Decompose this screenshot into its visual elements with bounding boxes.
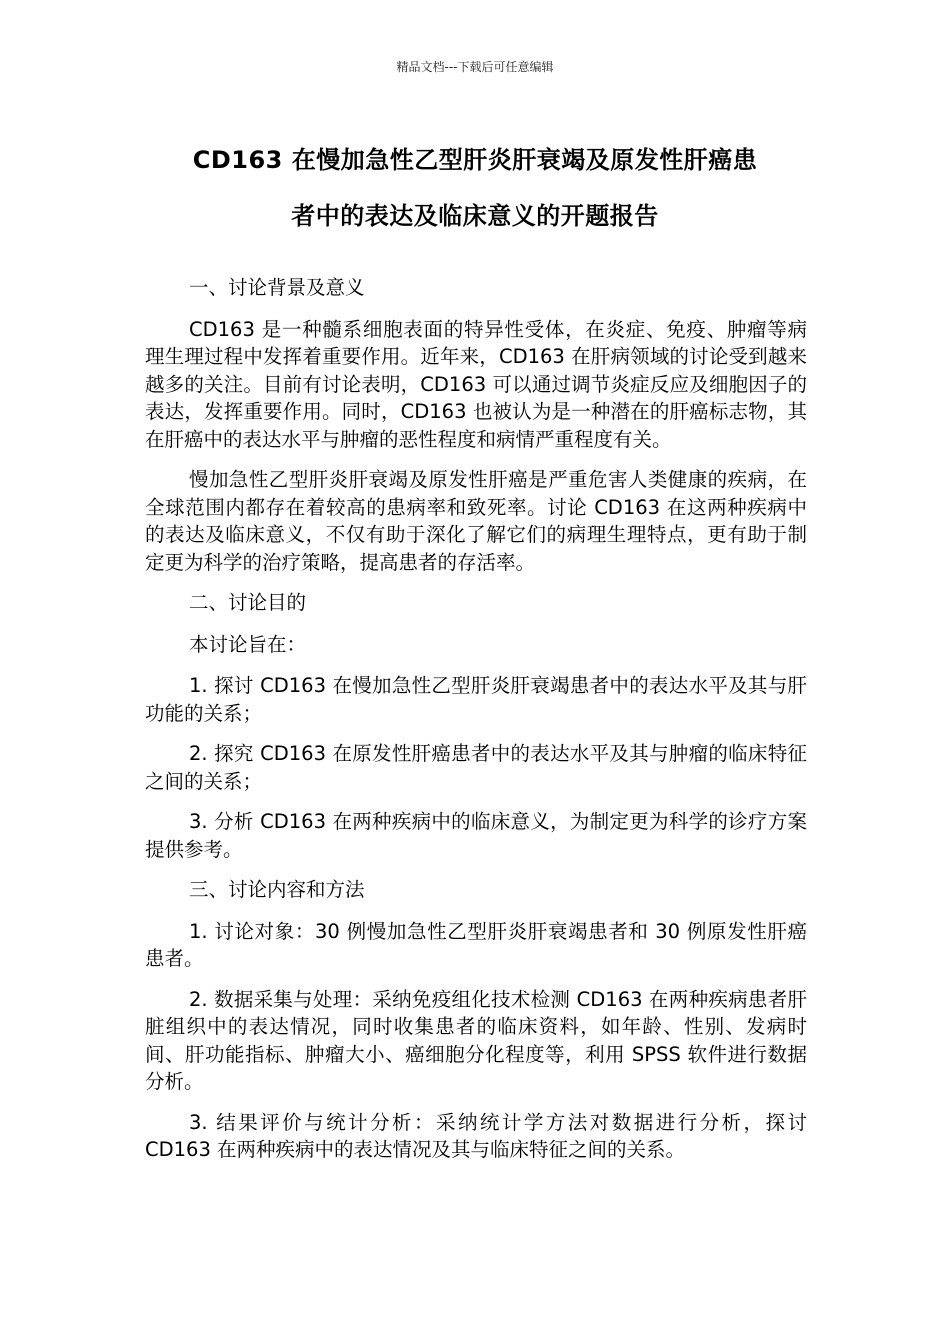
page-header-watermark: 精品文档---下载后可任意编辑	[396, 60, 554, 74]
paragraph-background-1: CD163 是一种髓系细胞表面的特异性受体，在炎症、免疫、肿瘤等病理生理过程中发挥着重要作用。近年来，CD163 在肝病领域的讨论受到越来越多的关注。目前有讨论表明，CD163 可以通过调节炎症反应及细胞因子的表达，发挥重要作用。同时，CD163 也被认为是一种潜在的肝癌标志物，其在肝癌中的表达水平与肿瘤的恶性程度和病情严重程度有关。	[145, 317, 807, 451]
document-title-line-2: 者中的表达及临床意义的开题报告	[291, 202, 659, 230]
list-item-purpose-1: 1. 探讨 CD163 在慢加急性乙型肝炎肝衰竭患者中的表达水平及其与肝功能的关系；	[145, 674, 807, 725]
section-heading-methods: 三、讨论内容和方法	[189, 878, 365, 901]
list-item-methods-1: 1. 讨论对象：30 例慢加急性乙型肝炎肝衰竭患者和 30 例原发性肝癌患者。	[145, 919, 807, 970]
list-item-methods-3: 3. 结果评价与统计分析：采纳统计学方法对数据进行分析，探讨 CD163 在两种疾病中的表达情况及其与临床特征之间的关系。	[145, 1110, 807, 1161]
list-item-methods-2: 2. 数据采集与处理：采纳免疫组化技术检测 CD163 在两种疾病患者肝脏组织中的表达情况，同时收集患者的临床资料，如年龄、性别、发病时间、肝功能指标、肿瘤大小、癌细胞分化程度等，利用 SPSS 软件进行数据分析。	[145, 987, 807, 1093]
document-title-line-1: CD163 在慢加急性乙型肝炎肝衰竭及原发性肝癌患	[192, 146, 758, 174]
section-heading-background: 一、讨论背景及意义	[189, 276, 365, 299]
paragraph-purpose-intro: 本讨论旨在：	[189, 632, 307, 656]
paragraph-background-2: 慢加急性乙型肝炎肝衰竭及原发性肝癌是严重危害人类健康的疾病，在全球范围内都存在着较高的患病率和致死率。讨论 CD163 在这两种疾病中的表达及临床意义，不仅有助于深化了解它们的病理生理特点，更有助于制定更为科学的治疗策略，提高患者的存活率。	[145, 468, 807, 574]
document-body	[145, 274, 807, 1177]
list-item-purpose-3: 3. 分析 CD163 在两种疾病中的临床意义，为制定更为科学的诊疗方案提供参考。	[145, 810, 807, 861]
section-heading-purpose: 二、讨论目的	[189, 591, 307, 614]
list-item-purpose-2: 2. 探究 CD163 在原发性肝癌患者中的表达水平及其与肿瘤的临床特征之间的关系；	[145, 742, 807, 793]
